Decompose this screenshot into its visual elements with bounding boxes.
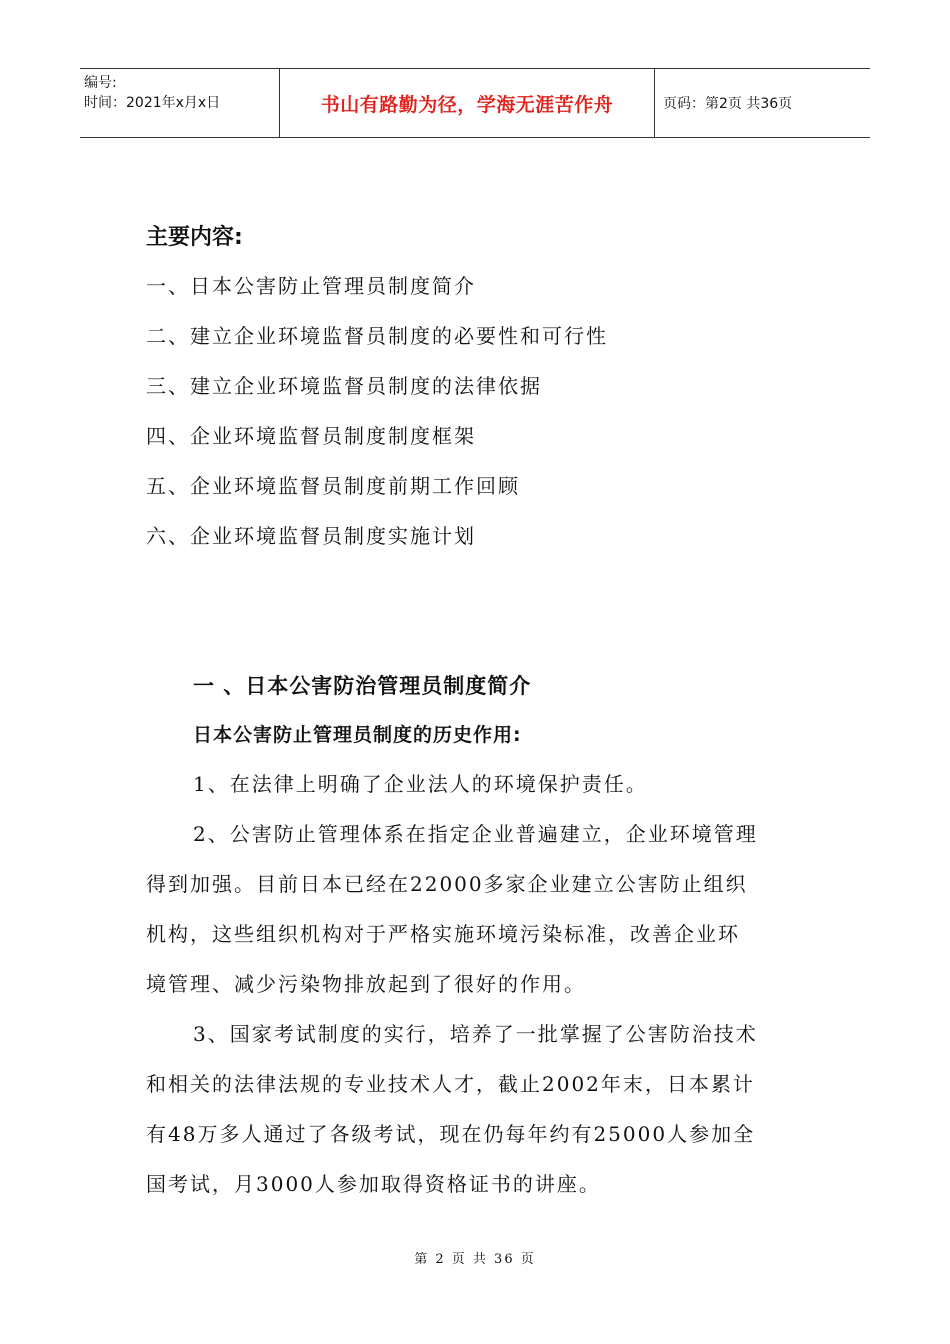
- paragraph-1: 1、在法律上明确了企业法人的环境保护责任。: [193, 772, 648, 796]
- date-label: 时间：2021年x月x日: [84, 95, 221, 111]
- toc-item: 六、企业环境监督员制度实施计划: [146, 524, 476, 548]
- number-label: 编号:: [84, 75, 117, 91]
- paragraph-2-line: 2、公害防止管理体系在指定企业普遍建立，企业环境管理: [193, 822, 758, 846]
- subsection-title: 日本公害防止管理员制度的历史作用:: [193, 724, 522, 746]
- paragraph-3-line: 和相关的法律法规的专业技术人才，截止2002年末，日本累计: [146, 1072, 755, 1096]
- header-motto: 书山有路勤为径，学海无涯苦作舟: [280, 69, 655, 137]
- page-footer: 第 2 页 共 36 页: [414, 1252, 536, 1267]
- toc-item: 四、企业环境监督员制度制度框架: [146, 424, 476, 448]
- toc-item: 二、建立企业环境监督员制度的必要性和可行性: [146, 324, 608, 348]
- paragraph-2-line: 得到加强。目前日本已经在22000多家企业建立公害防止组织: [146, 872, 748, 896]
- paragraph-2-line: 境管理、减少污染物排放起到了很好的作用。: [146, 972, 586, 996]
- paragraph-3-line: 国考试，月3000人参加取得资格证书的讲座。: [146, 1172, 601, 1196]
- paragraph-3-line: 3、国家考试制度的实行，培养了一批掌握了公害防治技术: [193, 1022, 758, 1046]
- document-header: [80, 68, 870, 138]
- toc-item: 五、企业环境监督员制度前期工作回顾: [146, 474, 520, 498]
- toc-item: 一、日本公害防止管理员制度简介: [146, 274, 476, 298]
- header-meta-cell: [80, 69, 280, 137]
- toc-item: 三、建立企业环境监督员制度的法律依据: [146, 374, 542, 398]
- paragraph-3-line: 有48万多人通过了各级考试，现在仍每年约有25000人参加全: [146, 1122, 756, 1146]
- section-title: 一 、日本公害防治管理员制度简介: [193, 674, 532, 698]
- header-page-info: 页码：第2页 共36页: [663, 96, 793, 112]
- main-content-title: 主要内容:: [146, 225, 243, 250]
- paragraph-2-line: 机构，这些组织机构对于严格实施环境污染标准，改善企业环: [146, 922, 740, 946]
